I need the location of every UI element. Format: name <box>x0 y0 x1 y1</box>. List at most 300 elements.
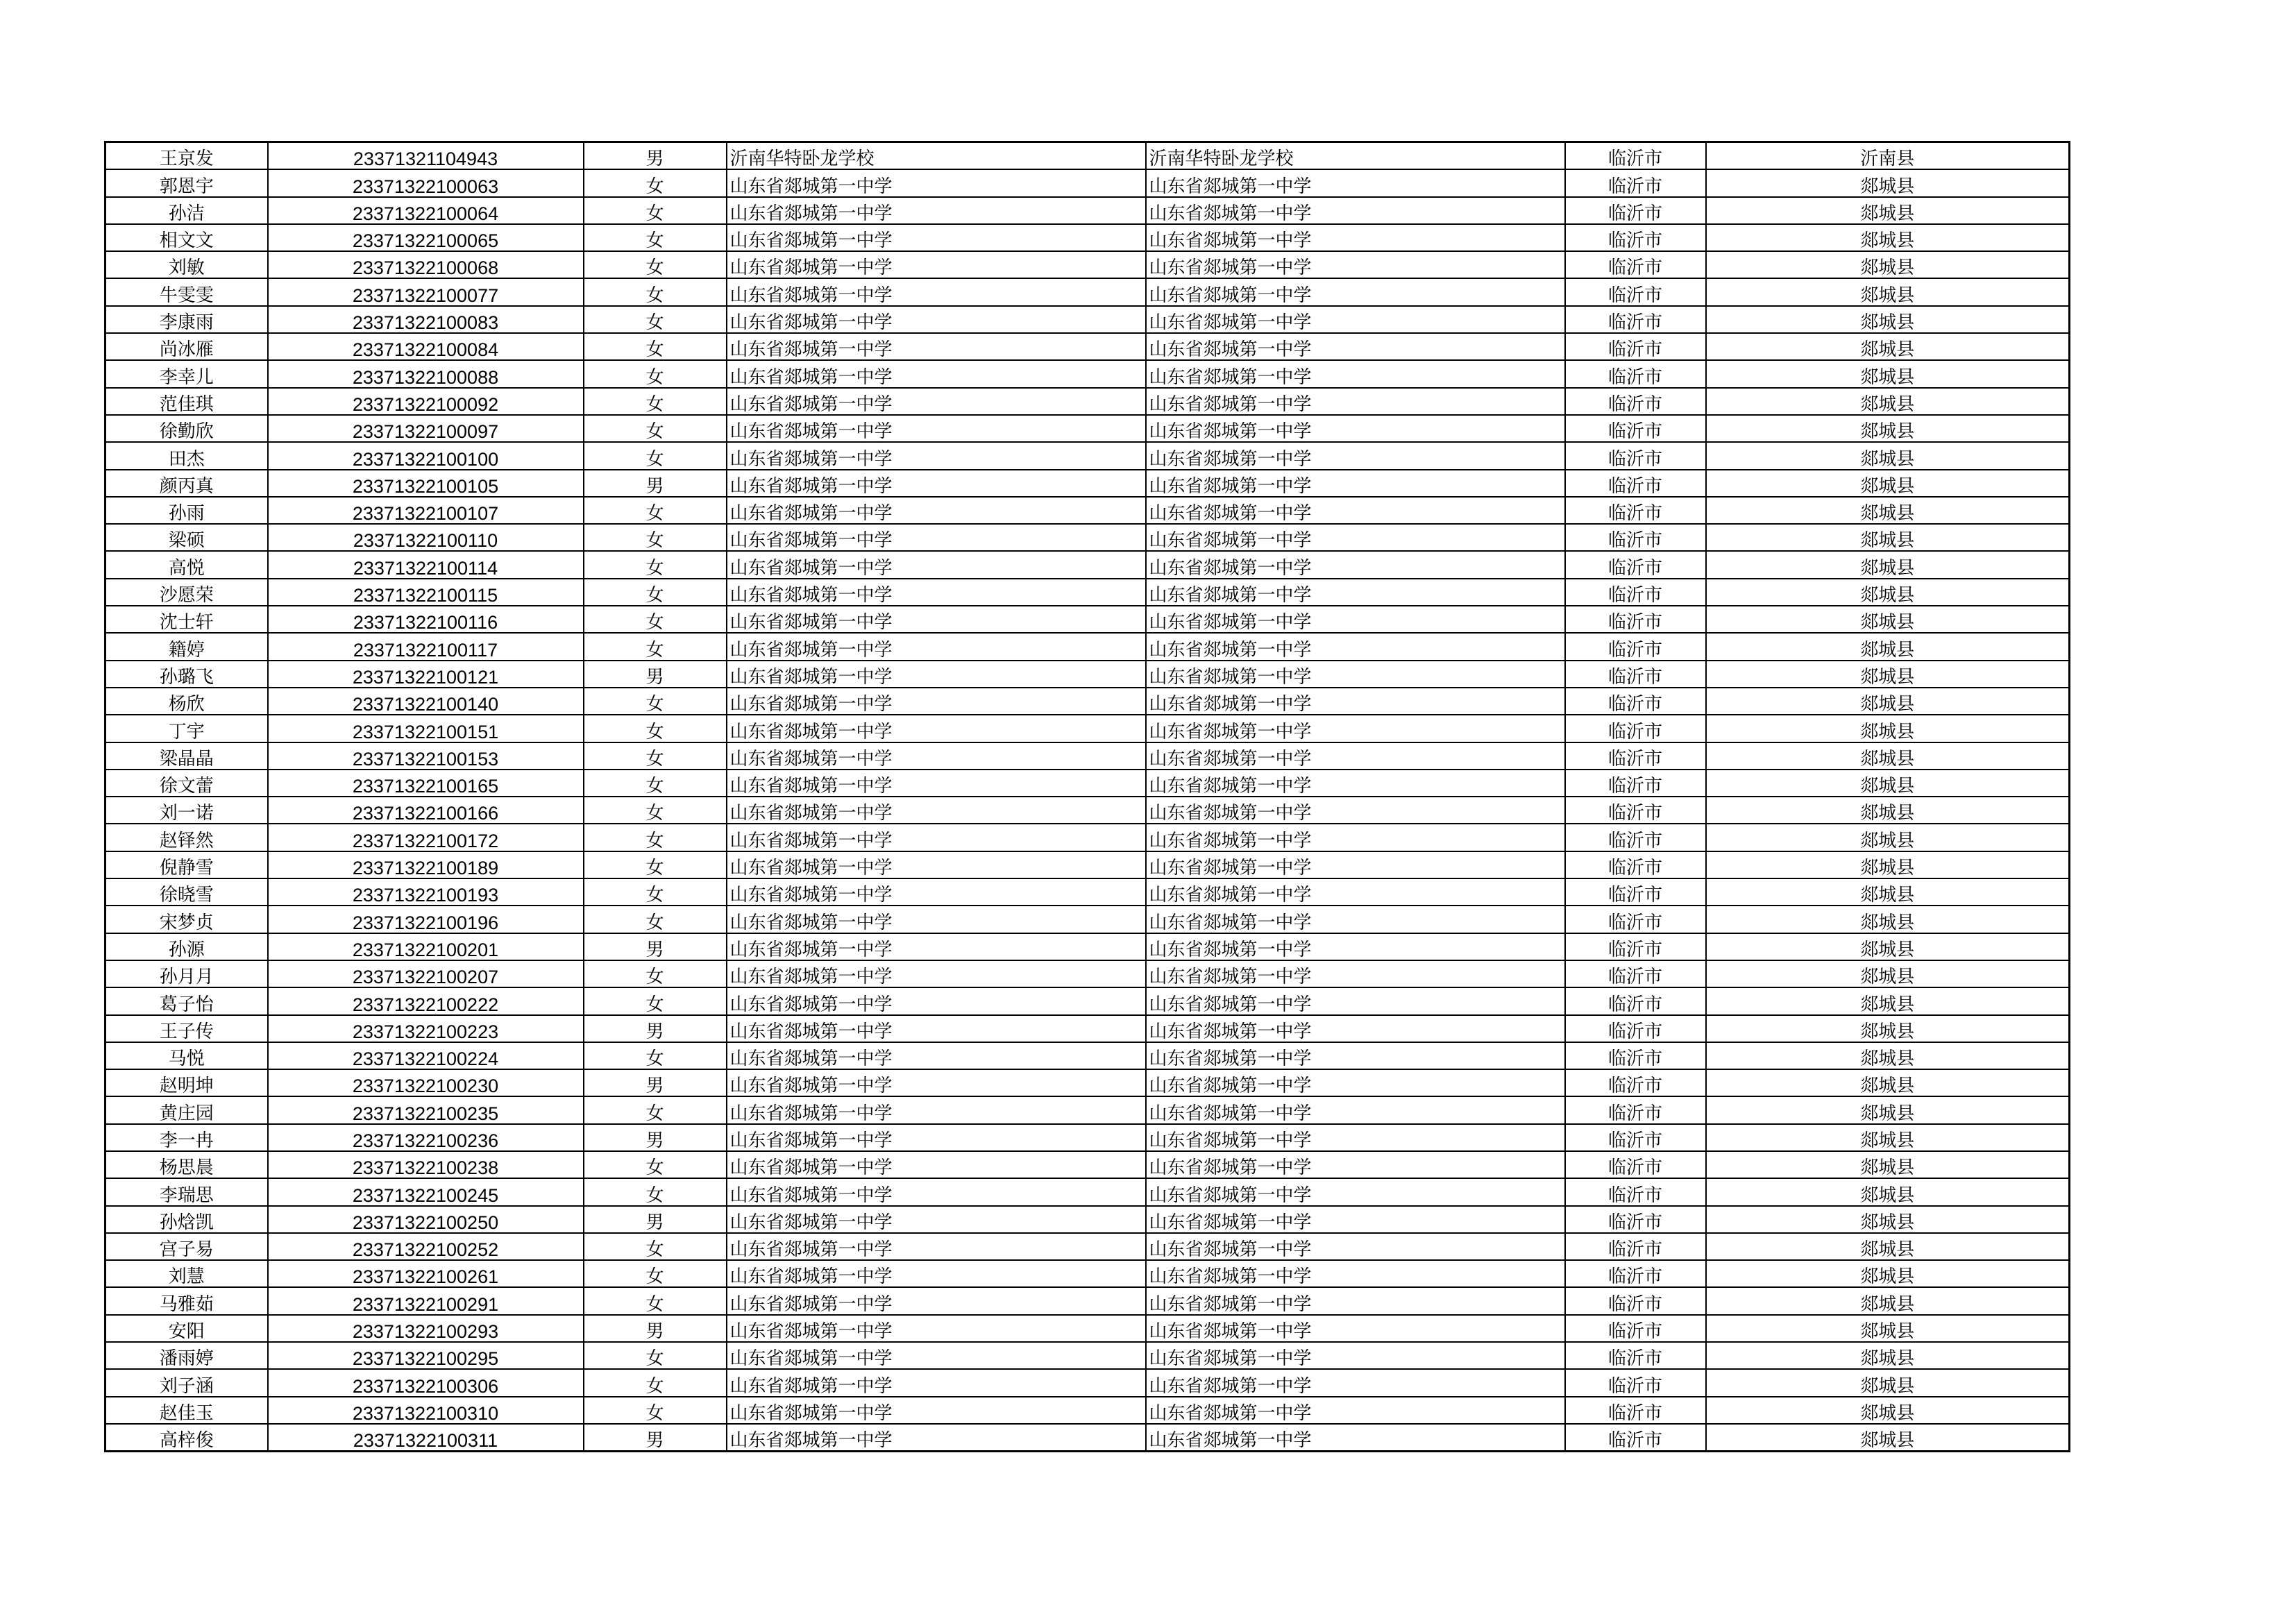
gender-cell: 女 <box>584 251 727 278</box>
county-cell: 郯城县 <box>1706 224 2070 251</box>
exam-id-cell: 23371322100117 <box>268 633 584 660</box>
school-cell: 山东省郯城第一中学 <box>727 1315 1146 1342</box>
school-cell: 山东省郯城第一中学 <box>727 1015 1146 1042</box>
city-cell: 临沂市 <box>1565 851 1706 878</box>
exam-id-cell: 23371322100252 <box>268 1233 584 1260</box>
city-cell: 临沂市 <box>1565 688 1706 715</box>
student-name-cell: 尚冰雁 <box>105 333 268 360</box>
table-row <box>105 633 2070 660</box>
school-cell: 沂南华特卧龙学校 <box>727 142 1146 170</box>
county-cell: 郯城县 <box>1706 688 2070 715</box>
gender-cell: 男 <box>584 1015 727 1042</box>
exam-id-cell: 23371322100245 <box>268 1178 584 1205</box>
exam-id-cell: 23371322100291 <box>268 1287 584 1314</box>
table-row <box>105 579 2070 606</box>
student-name-cell: 孙雨 <box>105 497 268 524</box>
school-cell: 山东省郯城第一中学 <box>727 1178 1146 1205</box>
city-cell: 临沂市 <box>1565 442 1706 469</box>
county-cell: 郯城县 <box>1706 878 2070 906</box>
student-name-cell: 丁宇 <box>105 715 268 742</box>
gender-cell: 男 <box>584 933 727 960</box>
gender-cell: 女 <box>584 824 727 851</box>
table-row <box>105 1042 2070 1069</box>
school-cell: 山东省郯城第一中学 <box>727 987 1146 1014</box>
county-cell: 郯城县 <box>1706 169 2070 196</box>
school-cell: 山东省郯城第一中学 <box>727 1369 1146 1396</box>
exam-id-cell: 23371322100189 <box>268 851 584 878</box>
school-cell: 山东省郯城第一中学 <box>727 1397 1146 1424</box>
student-name-cell: 徐晓雪 <box>105 878 268 906</box>
city-cell: 临沂市 <box>1565 1151 1706 1178</box>
county-cell: 郯城县 <box>1706 360 2070 387</box>
exam-id-cell: 23371322100063 <box>268 169 584 196</box>
school-repeat-cell: 山东省郯城第一中学 <box>1146 415 1565 442</box>
city-cell: 临沂市 <box>1565 1015 1706 1042</box>
city-cell: 临沂市 <box>1565 987 1706 1014</box>
student-name-cell: 潘雨婷 <box>105 1342 268 1369</box>
city-cell: 临沂市 <box>1565 1233 1706 1260</box>
county-cell: 郯城县 <box>1706 1151 2070 1178</box>
exam-id-cell: 23371322100068 <box>268 251 584 278</box>
gender-cell: 女 <box>584 715 727 742</box>
table-row <box>105 851 2070 878</box>
county-cell: 郯城县 <box>1706 987 2070 1014</box>
school-cell: 山东省郯城第一中学 <box>727 933 1146 960</box>
school-repeat-cell: 山东省郯城第一中学 <box>1146 551 1565 578</box>
table-row <box>105 169 2070 196</box>
city-cell: 临沂市 <box>1565 497 1706 524</box>
city-cell: 临沂市 <box>1565 251 1706 278</box>
table-row <box>105 1233 2070 1260</box>
school-cell: 山东省郯城第一中学 <box>727 442 1146 469</box>
table-row <box>105 878 2070 906</box>
school-repeat-cell: 山东省郯城第一中学 <box>1146 224 1565 251</box>
school-cell: 山东省郯城第一中学 <box>727 606 1146 633</box>
county-cell: 郯城县 <box>1706 551 2070 578</box>
roster-body <box>105 142 2070 1452</box>
city-cell: 临沂市 <box>1565 960 1706 987</box>
school-repeat-cell: 山东省郯城第一中学 <box>1146 169 1565 196</box>
table-row <box>105 1124 2070 1151</box>
table-row <box>105 524 2070 551</box>
student-name-cell: 相文文 <box>105 224 268 251</box>
table-row <box>105 142 2070 170</box>
school-cell: 山东省郯城第一中学 <box>727 1233 1146 1260</box>
school-cell: 山东省郯城第一中学 <box>727 169 1146 196</box>
city-cell: 临沂市 <box>1565 197 1706 224</box>
exam-id-cell: 23371322100140 <box>268 688 584 715</box>
city-cell: 临沂市 <box>1565 770 1706 797</box>
county-cell: 郯城县 <box>1706 278 2070 305</box>
school-repeat-cell: 山东省郯城第一中学 <box>1146 1424 1565 1452</box>
county-cell: 郯城县 <box>1706 251 2070 278</box>
student-name-cell: 沙愿荣 <box>105 579 268 606</box>
student-name-cell: 刘敏 <box>105 251 268 278</box>
table-row <box>105 797 2070 824</box>
school-repeat-cell: 山东省郯城第一中学 <box>1146 1206 1565 1233</box>
gender-cell: 男 <box>584 661 727 688</box>
school-cell: 山东省郯城第一中学 <box>727 742 1146 770</box>
gender-cell: 女 <box>584 1096 727 1123</box>
exam-id-cell: 23371322100107 <box>268 497 584 524</box>
school-repeat-cell: 山东省郯城第一中学 <box>1146 1096 1565 1123</box>
table-row <box>105 278 2070 305</box>
school-repeat-cell: 山东省郯城第一中学 <box>1146 1260 1565 1287</box>
exam-id-cell: 23371322100114 <box>268 551 584 578</box>
gender-cell: 女 <box>584 987 727 1014</box>
gender-cell: 女 <box>584 415 727 442</box>
exam-id-cell: 23371322100261 <box>268 1260 584 1287</box>
school-cell: 山东省郯城第一中学 <box>727 1151 1146 1178</box>
table-row <box>105 1096 2070 1123</box>
gender-cell: 男 <box>584 1424 727 1452</box>
exam-id-cell: 23371322100088 <box>268 360 584 387</box>
county-cell: 郯城县 <box>1706 1315 2070 1342</box>
city-cell: 临沂市 <box>1565 878 1706 906</box>
student-name-cell: 马悦 <box>105 1042 268 1069</box>
table-row <box>105 1178 2070 1205</box>
exam-id-cell: 23371322100196 <box>268 906 584 933</box>
county-cell: 郯城县 <box>1706 470 2070 497</box>
city-cell: 临沂市 <box>1565 1042 1706 1069</box>
student-name-cell: 马雅茹 <box>105 1287 268 1314</box>
city-cell: 临沂市 <box>1565 224 1706 251</box>
city-cell: 临沂市 <box>1565 1369 1706 1396</box>
city-cell: 临沂市 <box>1565 333 1706 360</box>
table-row <box>105 442 2070 469</box>
table-row <box>105 1069 2070 1096</box>
school-cell: 山东省郯城第一中学 <box>727 388 1146 415</box>
school-repeat-cell: 山东省郯城第一中学 <box>1146 742 1565 770</box>
county-cell: 郯城县 <box>1706 960 2070 987</box>
student-name-cell: 葛子怡 <box>105 987 268 1014</box>
school-repeat-cell: 山东省郯城第一中学 <box>1146 906 1565 933</box>
city-cell: 临沂市 <box>1565 169 1706 196</box>
exam-id-cell: 23371322100311 <box>268 1424 584 1452</box>
city-cell: 临沂市 <box>1565 306 1706 333</box>
table-row <box>105 688 2070 715</box>
city-cell: 临沂市 <box>1565 579 1706 606</box>
exam-id-cell: 23371322100293 <box>268 1315 584 1342</box>
table-row <box>105 497 2070 524</box>
city-cell: 临沂市 <box>1565 1206 1706 1233</box>
school-repeat-cell: 山东省郯城第一中学 <box>1146 1369 1565 1396</box>
county-cell: 郯城县 <box>1706 906 2070 933</box>
student-name-cell: 杨欣 <box>105 688 268 715</box>
student-name-cell: 颜丙真 <box>105 470 268 497</box>
exam-id-cell: 23371322100092 <box>268 388 584 415</box>
school-repeat-cell: 山东省郯城第一中学 <box>1146 1315 1565 1342</box>
school-repeat-cell: 山东省郯城第一中学 <box>1146 770 1565 797</box>
school-cell: 山东省郯城第一中学 <box>727 1287 1146 1314</box>
school-cell: 山东省郯城第一中学 <box>727 470 1146 497</box>
county-cell: 郯城县 <box>1706 415 2070 442</box>
exam-id-cell: 23371322100064 <box>268 197 584 224</box>
city-cell: 临沂市 <box>1565 1287 1706 1314</box>
table-row <box>105 1397 2070 1424</box>
county-cell: 郯城县 <box>1706 497 2070 524</box>
county-cell: 郯城县 <box>1706 1233 2070 1260</box>
gender-cell: 女 <box>584 333 727 360</box>
county-cell: 郯城县 <box>1706 715 2070 742</box>
county-cell: 郯城县 <box>1706 1096 2070 1123</box>
county-cell: 郯城县 <box>1706 1042 2070 1069</box>
table-row <box>105 333 2070 360</box>
student-name-cell: 赵佳玉 <box>105 1397 268 1424</box>
gender-cell: 女 <box>584 1151 727 1178</box>
school-repeat-cell: 山东省郯城第一中学 <box>1146 824 1565 851</box>
gender-cell: 女 <box>584 742 727 770</box>
table-row <box>105 742 2070 770</box>
exam-id-cell: 23371322100151 <box>268 715 584 742</box>
county-cell: 郯城县 <box>1706 742 2070 770</box>
city-cell: 临沂市 <box>1565 742 1706 770</box>
county-cell: 郯城县 <box>1706 606 2070 633</box>
table-row <box>105 470 2070 497</box>
county-cell: 郯城县 <box>1706 1369 2070 1396</box>
exam-id-cell: 23371322100153 <box>268 742 584 770</box>
school-repeat-cell: 山东省郯城第一中学 <box>1146 1069 1565 1096</box>
school-cell: 山东省郯城第一中学 <box>727 278 1146 305</box>
city-cell: 临沂市 <box>1565 633 1706 660</box>
table-row <box>105 824 2070 851</box>
city-cell: 临沂市 <box>1565 360 1706 387</box>
school-repeat-cell: 沂南华特卧龙学校 <box>1146 142 1565 170</box>
gender-cell: 女 <box>584 851 727 878</box>
table-row <box>105 770 2070 797</box>
student-name-cell: 刘子涵 <box>105 1369 268 1396</box>
table-row <box>105 1287 2070 1314</box>
county-cell: 郯城县 <box>1706 824 2070 851</box>
school-cell: 山东省郯城第一中学 <box>727 715 1146 742</box>
student-name-cell: 王子传 <box>105 1015 268 1042</box>
table-row <box>105 1206 2070 1233</box>
county-cell: 郯城县 <box>1706 388 2070 415</box>
gender-cell: 女 <box>584 551 727 578</box>
exam-id-cell: 23371322100250 <box>268 1206 584 1233</box>
school-repeat-cell: 山东省郯城第一中学 <box>1146 278 1565 305</box>
gender-cell: 女 <box>584 306 727 333</box>
table-row <box>105 606 2070 633</box>
school-repeat-cell: 山东省郯城第一中学 <box>1146 1015 1565 1042</box>
city-cell: 临沂市 <box>1565 933 1706 960</box>
school-repeat-cell: 山东省郯城第一中学 <box>1146 1233 1565 1260</box>
school-cell: 山东省郯城第一中学 <box>727 824 1146 851</box>
table-row <box>105 1342 2070 1369</box>
school-repeat-cell: 山东省郯城第一中学 <box>1146 1397 1565 1424</box>
table-row <box>105 1260 2070 1287</box>
county-cell: 郯城县 <box>1706 770 2070 797</box>
student-name-cell: 杨思晨 <box>105 1151 268 1178</box>
school-cell: 山东省郯城第一中学 <box>727 960 1146 987</box>
school-repeat-cell: 山东省郯城第一中学 <box>1146 1124 1565 1151</box>
school-repeat-cell: 山东省郯城第一中学 <box>1146 442 1565 469</box>
table-row <box>105 933 2070 960</box>
school-repeat-cell: 山东省郯城第一中学 <box>1146 933 1565 960</box>
school-repeat-cell: 山东省郯城第一中学 <box>1146 388 1565 415</box>
school-cell: 山东省郯城第一中学 <box>727 1342 1146 1369</box>
exam-id-cell: 23371322100065 <box>268 224 584 251</box>
city-cell: 临沂市 <box>1565 524 1706 551</box>
school-repeat-cell: 山东省郯城第一中学 <box>1146 579 1565 606</box>
school-repeat-cell: 山东省郯城第一中学 <box>1146 1342 1565 1369</box>
school-cell: 山东省郯城第一中学 <box>727 197 1146 224</box>
school-repeat-cell: 山东省郯城第一中学 <box>1146 633 1565 660</box>
student-name-cell: 梁晶晶 <box>105 742 268 770</box>
gender-cell: 女 <box>584 878 727 906</box>
city-cell: 临沂市 <box>1565 551 1706 578</box>
gender-cell: 男 <box>584 470 727 497</box>
student-name-cell: 范佳琪 <box>105 388 268 415</box>
school-cell: 山东省郯城第一中学 <box>727 878 1146 906</box>
student-name-cell: 李一冉 <box>105 1124 268 1151</box>
table-row <box>105 360 2070 387</box>
student-name-cell: 王京发 <box>105 142 268 170</box>
school-repeat-cell: 山东省郯城第一中学 <box>1146 497 1565 524</box>
gender-cell: 女 <box>584 224 727 251</box>
exam-id-cell: 23371322100077 <box>268 278 584 305</box>
school-cell: 山东省郯城第一中学 <box>727 1260 1146 1287</box>
gender-cell: 女 <box>584 1260 727 1287</box>
student-name-cell: 刘一诺 <box>105 797 268 824</box>
table-row <box>105 551 2070 578</box>
school-repeat-cell: 山东省郯城第一中学 <box>1146 1042 1565 1069</box>
gender-cell: 女 <box>584 1287 727 1314</box>
exam-id-cell: 23371322100115 <box>268 579 584 606</box>
roster-table <box>104 141 2070 1452</box>
gender-cell: 男 <box>584 1206 727 1233</box>
school-cell: 山东省郯城第一中学 <box>727 1424 1146 1452</box>
gender-cell: 女 <box>584 388 727 415</box>
school-cell: 山东省郯城第一中学 <box>727 1096 1146 1123</box>
student-name-cell: 李幸儿 <box>105 360 268 387</box>
gender-cell: 女 <box>584 606 727 633</box>
table-row <box>105 661 2070 688</box>
county-cell: 郯城县 <box>1706 333 2070 360</box>
county-cell: 郯城县 <box>1706 1206 2070 1233</box>
city-cell: 临沂市 <box>1565 715 1706 742</box>
gender-cell: 男 <box>584 1124 727 1151</box>
school-cell: 山东省郯城第一中学 <box>727 551 1146 578</box>
school-cell: 山东省郯城第一中学 <box>727 360 1146 387</box>
school-cell: 山东省郯城第一中学 <box>727 797 1146 824</box>
gender-cell: 女 <box>584 770 727 797</box>
gender-cell: 女 <box>584 633 727 660</box>
student-name-cell: 郭恩宇 <box>105 169 268 196</box>
exam-id-cell: 23371322100201 <box>268 933 584 960</box>
exam-id-cell: 23371322100105 <box>268 470 584 497</box>
student-name-cell: 高梓俊 <box>105 1424 268 1452</box>
gender-cell: 女 <box>584 1342 727 1369</box>
school-cell: 山东省郯城第一中学 <box>727 633 1146 660</box>
school-repeat-cell: 山东省郯城第一中学 <box>1146 606 1565 633</box>
school-cell: 山东省郯城第一中学 <box>727 333 1146 360</box>
city-cell: 临沂市 <box>1565 1342 1706 1369</box>
school-cell: 山东省郯城第一中学 <box>727 524 1146 551</box>
table-row <box>105 1151 2070 1178</box>
school-repeat-cell: 山东省郯城第一中学 <box>1146 197 1565 224</box>
student-name-cell: 李瑞思 <box>105 1178 268 1205</box>
school-repeat-cell: 山东省郯城第一中学 <box>1146 987 1565 1014</box>
table-row <box>105 388 2070 415</box>
exam-id-cell: 23371322100193 <box>268 878 584 906</box>
table-row <box>105 415 2070 442</box>
gender-cell: 女 <box>584 797 727 824</box>
city-cell: 临沂市 <box>1565 906 1706 933</box>
city-cell: 临沂市 <box>1565 470 1706 497</box>
exam-id-cell: 23371322100084 <box>268 333 584 360</box>
county-cell: 郯城县 <box>1706 797 2070 824</box>
exam-id-cell: 23371322100207 <box>268 960 584 987</box>
school-cell: 山东省郯城第一中学 <box>727 1124 1146 1151</box>
exam-id-cell: 23371322100236 <box>268 1124 584 1151</box>
exam-id-cell: 23371322100224 <box>268 1042 584 1069</box>
school-cell: 山东省郯城第一中学 <box>727 579 1146 606</box>
gender-cell: 女 <box>584 442 727 469</box>
gender-cell: 女 <box>584 688 727 715</box>
gender-cell: 女 <box>584 169 727 196</box>
gender-cell: 女 <box>584 1369 727 1396</box>
table-row <box>105 306 2070 333</box>
school-repeat-cell: 山东省郯城第一中学 <box>1146 851 1565 878</box>
school-cell: 山东省郯城第一中学 <box>727 688 1146 715</box>
student-name-cell: 黄庄园 <box>105 1096 268 1123</box>
table-row <box>105 1315 2070 1342</box>
exam-id-cell: 23371322100230 <box>268 1069 584 1096</box>
school-cell: 山东省郯城第一中学 <box>727 1069 1146 1096</box>
table-row <box>105 197 2070 224</box>
school-repeat-cell: 山东省郯城第一中学 <box>1146 715 1565 742</box>
city-cell: 临沂市 <box>1565 1124 1706 1151</box>
county-cell: 郯城县 <box>1706 1124 2070 1151</box>
school-cell: 山东省郯城第一中学 <box>727 1206 1146 1233</box>
table-row <box>105 224 2070 251</box>
gender-cell: 男 <box>584 142 727 170</box>
exam-id-cell: 23371322100238 <box>268 1151 584 1178</box>
exam-id-cell: 23371322100121 <box>268 661 584 688</box>
student-name-cell: 赵明坤 <box>105 1069 268 1096</box>
student-name-cell: 刘慧 <box>105 1260 268 1287</box>
school-repeat-cell: 山东省郯城第一中学 <box>1146 251 1565 278</box>
exam-id-cell: 23371322100097 <box>268 415 584 442</box>
city-cell: 临沂市 <box>1565 1260 1706 1287</box>
exam-id-cell: 23371322100223 <box>268 1015 584 1042</box>
city-cell: 临沂市 <box>1565 142 1706 170</box>
exam-id-cell: 23371322100165 <box>268 770 584 797</box>
table-row <box>105 906 2070 933</box>
school-cell: 山东省郯城第一中学 <box>727 224 1146 251</box>
student-name-cell: 孙月月 <box>105 960 268 987</box>
exam-id-cell: 23371322100110 <box>268 524 584 551</box>
student-name-cell: 徐勤欣 <box>105 415 268 442</box>
city-cell: 临沂市 <box>1565 661 1706 688</box>
exam-id-cell: 23371322100306 <box>268 1369 584 1396</box>
county-cell: 郯城县 <box>1706 1397 2070 1424</box>
student-name-cell: 牛雯雯 <box>105 278 268 305</box>
city-cell: 临沂市 <box>1565 797 1706 824</box>
county-cell: 郯城县 <box>1706 851 2070 878</box>
student-name-cell: 宋梦贞 <box>105 906 268 933</box>
gender-cell: 女 <box>584 1233 727 1260</box>
gender-cell: 男 <box>584 1069 727 1096</box>
table-row <box>105 987 2070 1014</box>
student-name-cell: 孙源 <box>105 933 268 960</box>
county-cell: 郯城县 <box>1706 524 2070 551</box>
exam-id-cell: 23371322100100 <box>268 442 584 469</box>
table-row <box>105 251 2070 278</box>
city-cell: 临沂市 <box>1565 1069 1706 1096</box>
school-cell: 山东省郯城第一中学 <box>727 251 1146 278</box>
